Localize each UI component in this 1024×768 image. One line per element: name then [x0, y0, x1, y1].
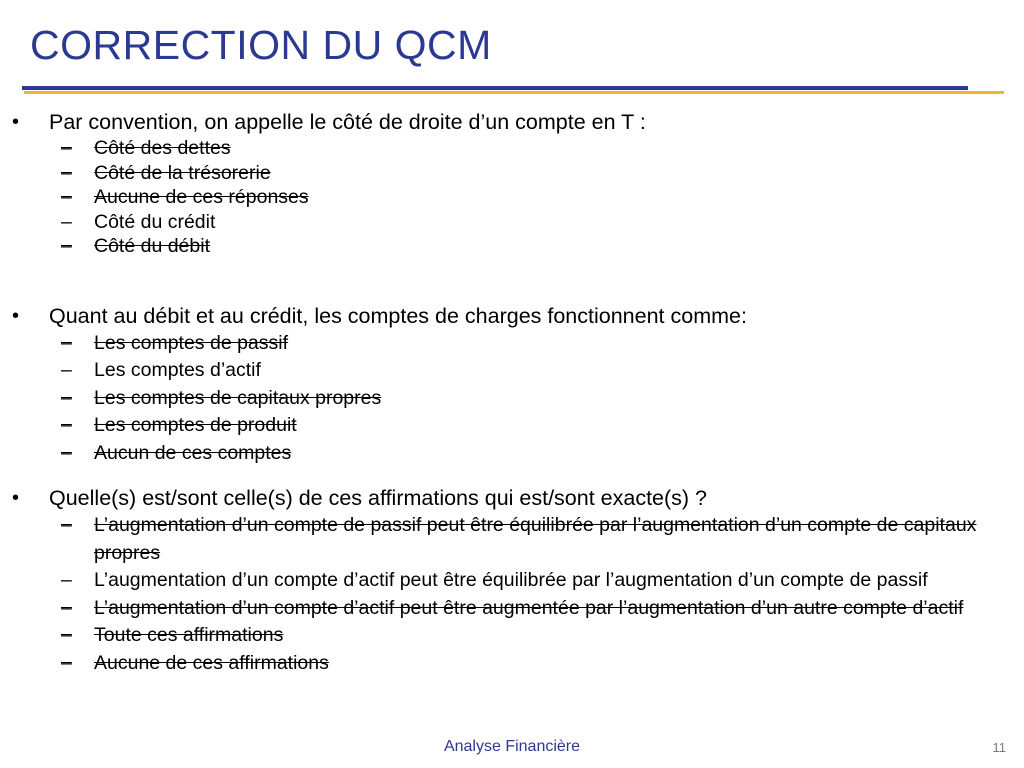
dash-icon: – — [61, 596, 72, 619]
option-item — [0, 512, 1024, 567]
option-text: L’augmentation d’un compte d’actif peut être équilibrée par l’augmentation d’un compte de passif — [94, 569, 928, 591]
dash-icon: – — [61, 624, 72, 646]
slide-title: CORRECTION DU QCM — [30, 22, 492, 68]
question-block-2 — [0, 302, 1024, 468]
dash-icon: – — [61, 651, 72, 674]
bullet-icon: • — [12, 304, 20, 327]
option-text: Aucune de ces réponses — [94, 186, 309, 208]
option-list — [0, 136, 1024, 259]
dash-icon: – — [61, 331, 72, 354]
option-text: Les comptes de passif — [94, 331, 289, 354]
dash-icon: – — [61, 441, 72, 464]
question-2 — [0, 302, 1024, 330]
title-underline-blue — [22, 86, 968, 90]
option-text: Les comptes d’actif — [94, 359, 261, 381]
slide-content — [0, 108, 1024, 677]
option-item — [0, 650, 1024, 678]
dash-icon: – — [61, 137, 72, 159]
option-text: L’augmentation d’un compte de passif peut être équilibrée par l’augmentation d’un compte de capitaux propres — [94, 514, 977, 564]
option-text: Aucune de ces affirmations — [94, 651, 329, 674]
dash-icon: – — [61, 186, 72, 208]
option-item — [0, 330, 1024, 358]
dash-icon: – — [61, 514, 72, 536]
option-text: Les comptes de capitaux propres — [94, 386, 382, 409]
dash-icon: – — [61, 359, 72, 381]
question-text: Quant au débit et au crédit, les comptes de charges fonctionnent comme: — [49, 303, 747, 328]
option-list — [0, 512, 1024, 677]
dash-icon: – — [61, 569, 72, 591]
option-item — [0, 210, 1024, 235]
option-text: Aucun de ces comptes — [94, 441, 292, 464]
option-item — [0, 234, 1024, 259]
option-item — [0, 357, 1024, 385]
option-item — [0, 136, 1024, 161]
option-item — [0, 595, 1024, 623]
option-text: Côté du crédit — [94, 210, 216, 233]
option-item — [0, 567, 1024, 595]
page-number: 11 — [992, 740, 1006, 755]
question-block-1 — [0, 108, 1024, 259]
question-text: Quelle(s) est/sont celle(s) de ces affirmations qui est/sont exacte(s) ? — [49, 486, 708, 510]
dash-icon: – — [61, 210, 72, 233]
dash-icon: – — [61, 386, 72, 409]
dash-icon: – — [61, 235, 72, 257]
option-text: Côté du débit — [94, 235, 211, 257]
footer-title: Analyse Financière — [443, 738, 581, 755]
option-item — [0, 622, 1024, 650]
dash-icon: – — [61, 414, 72, 436]
title-underline-gold — [24, 91, 1004, 94]
option-item — [0, 185, 1024, 210]
option-text: Côté des dettes — [94, 137, 231, 159]
option-text: Les comptes de produit — [94, 414, 297, 436]
question-text: Par convention, on appelle le côté de droite d’un compte en T : — [49, 110, 646, 134]
option-item — [0, 161, 1024, 186]
option-text: Côté de la trésorerie — [94, 161, 271, 184]
bullet-icon: • — [12, 487, 20, 509]
option-list — [0, 330, 1024, 468]
option-text: L’augmentation d’un compte d’actif peut être augmentée par l’augmentation d’un autre compte d’actif — [94, 596, 964, 619]
option-text: Toute ces affirmations — [94, 624, 284, 646]
question-3 — [0, 484, 1024, 512]
option-item — [0, 440, 1024, 468]
dash-icon: – — [61, 161, 72, 184]
option-item — [0, 412, 1024, 440]
question-block-3 — [0, 484, 1024, 677]
option-item — [0, 385, 1024, 413]
bullet-icon: • — [12, 111, 20, 133]
question-1 — [0, 108, 1024, 136]
